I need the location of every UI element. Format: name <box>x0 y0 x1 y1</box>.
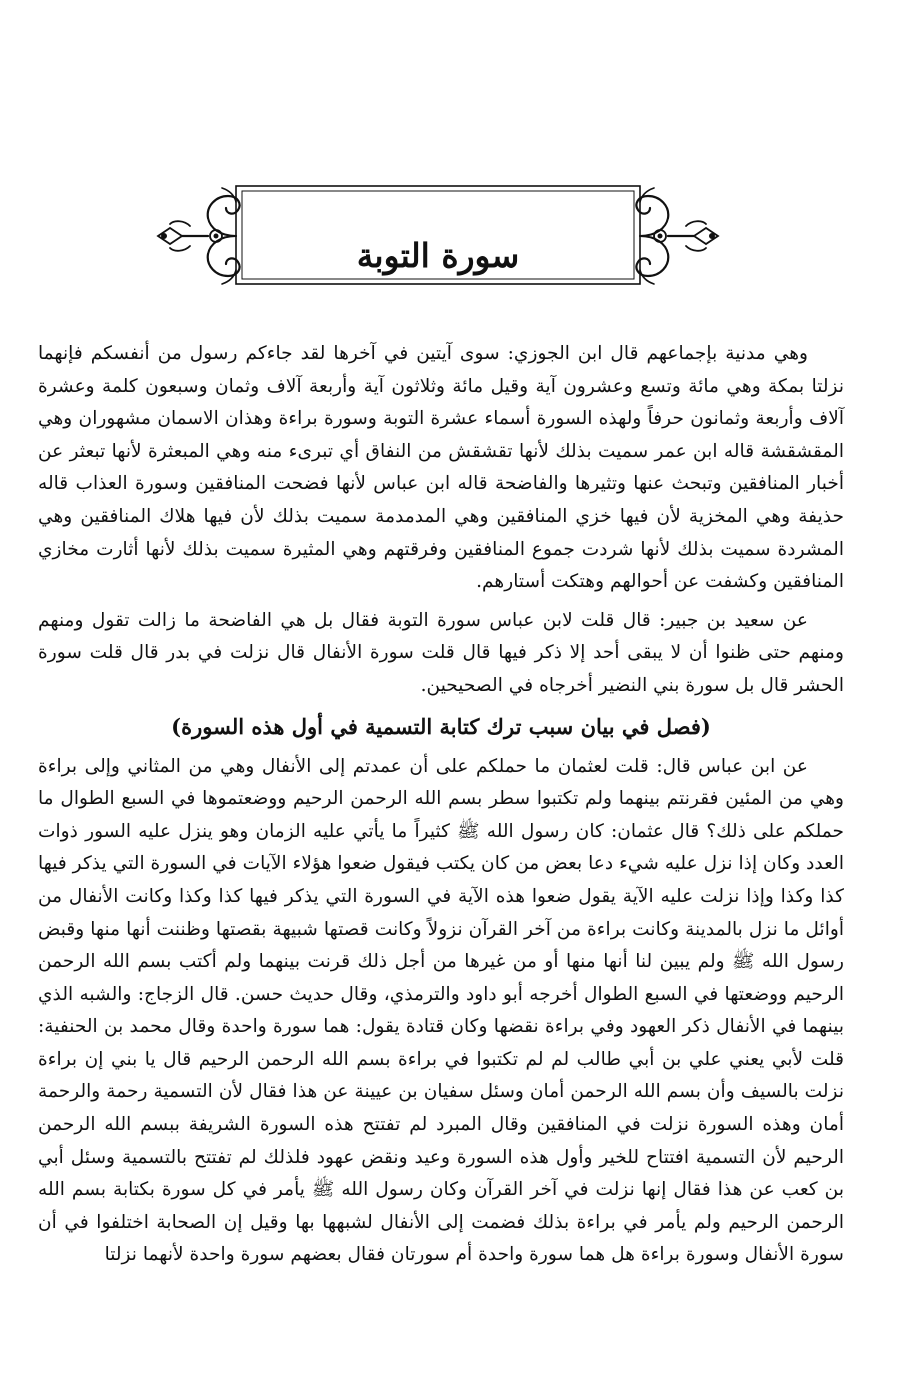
basmala-reason-paragraph: عن ابن عباس قال: قلت لعثمان ما حملكم على أن عمدتم إلى الأنفال وهي من المثاني وإلى براءة وهي من المئين فقرنتم بينهما ولم تكتبوا سطر بسم الله الرحمن الرحيم ووضعتموها في السبع الطوال ما حملكم على ذلك؟ قال عثمان: كان رسول الله ﷺ كثيراً ما يأتي عليه الزمان وهو ينزل عليه السور ذوات العدد وكان إذا نزل عليه شيء دعا بعض من كان يكتب فيقول ضعوا هؤلاء الآيات في السورة التي يذكر فيها كذا وكذا وإذا نزلت عليه الآية يقول ضعوا هذه الآية في السورة التي يذكر فيها كذا وكذا وكانت الأنفال من أوائل ما نزل بالمدينة وكانت براءة من آخر القرآن نزولاً وكانت قصتها شبيهة بقصتها وظننت أنها منها وقبض رسول الله ﷺ ولم يبين لنا أنها منها أو من غيرها من أجل ذلك قرنت بينهما ولم أكتب بسم الله الرحمن الرحيم ووضعتها في السبع الطوال أخرجه أبو داود والترمذي، وقال حديث حسن. قال الزجاج: والشبه الذي بينهما في الأنفال ذكر العهود وفي براءة نقضها وكان قتادة يقول: هما سورة واحدة وقال محمد بن الحنفية: قلت لأبي يعني علي بن أبي طالب لم لم تكتبوا في براءة بسم الله الرحمن الرحيم قال يا بني إن براءة نزلت بالسيف وأن بسم الله الرحمن أمان وسئل سفيان بن عيينة عن هذا فقال لأن التسمية رحمة والرحمة أمان وهذه السورة نزلت في المنافقين وقال المبرد لم تفتتح هذه السورة الشريفة ببسم الله الرحمن الرحيم لأن التسمية افتتاح للخير وأول هذه السورة وعيد ونقض عهود فلذلك لم تفتتح بالتسمية وسئل أبي بن كعب عن هذا فقال إنها نزلت في آخر القرآن وكان رسول الله ﷺ يأمر في كل سورة بكتابة بسم الله الرحمن الرحيم ولم يأمر في براءة بذلك فضمت إلى الأنفال لشبهها بها وقيل إن الصحابة اختلفوا في أن سورة الأنفال وسورة براءة هل هما سورة واحدة أم سورتان فقال بعضهم سورة واحدة لأنهما نزلتا <box>38 755 844 1266</box>
ibn-jubayr-paragraph: عن سعيد بن جبير: قال قلت لابن عباس سورة التوبة فقال بل هي الفاضحة ما زالت تقول ومنهم ومنهم حتى ظنوا أن لا يبقى أحد إلا ذكر فيها قال قلت سورة الأنفال قال نزلت في بدر قال قلت سورة الحشر قال بل سورة بني النضير أخرجاه في الصحيحين. <box>38 609 844 696</box>
intro-paragraph: وهي مدنية بإجماعهم قال ابن الجوزي: سوى آيتين في آخرها لقد جاءكم رسول من أنفسكم فإنهما نزلتا بمكة وهي مائة وتسع وعشرون آية وقيل مائة وثلاثون آية وأربعة آلاف وثمان وسبعون كلمة وعشرة آلاف وأربعة وثمانون حرفاً ولهذه السورة أسماء عشرة التوبة وسورة براءة وهذان الاسمان مشهوران وهي المقشقشة قاله ابن عمر سميت بذلك لأنها تقشقش من النفاق أي تبرىء منه وهي المبعثرة لأنها تبعثر عن أخبار المنافقين وتبحث عنها وتثيرها والفاضحة قاله ابن عباس لأنها فضحت المنافقين وسورة العذاب قاله حذيفة وهي المخزية لأن فيها خزي المنافقين وهي المدمدمة سميت بذلك لأن فيها هلاك المنافقين وهي المشردة سميت بذلك لأنها شردت جموع المنافقين وفرقتهم وهي المثيرة سميت بذلك لأنها أثارت مخازي المنافقين وكشفت عن أحوالهم وهتكت أستارهم. <box>38 343 844 593</box>
surah-title-frame <box>150 180 726 290</box>
section-heading: (فصل في بيان سبب ترك كتابة التسمية في أول هذه السورة) <box>171 713 711 739</box>
page-body <box>38 338 844 1278</box>
surah-title: سورة التوبة <box>356 236 520 275</box>
